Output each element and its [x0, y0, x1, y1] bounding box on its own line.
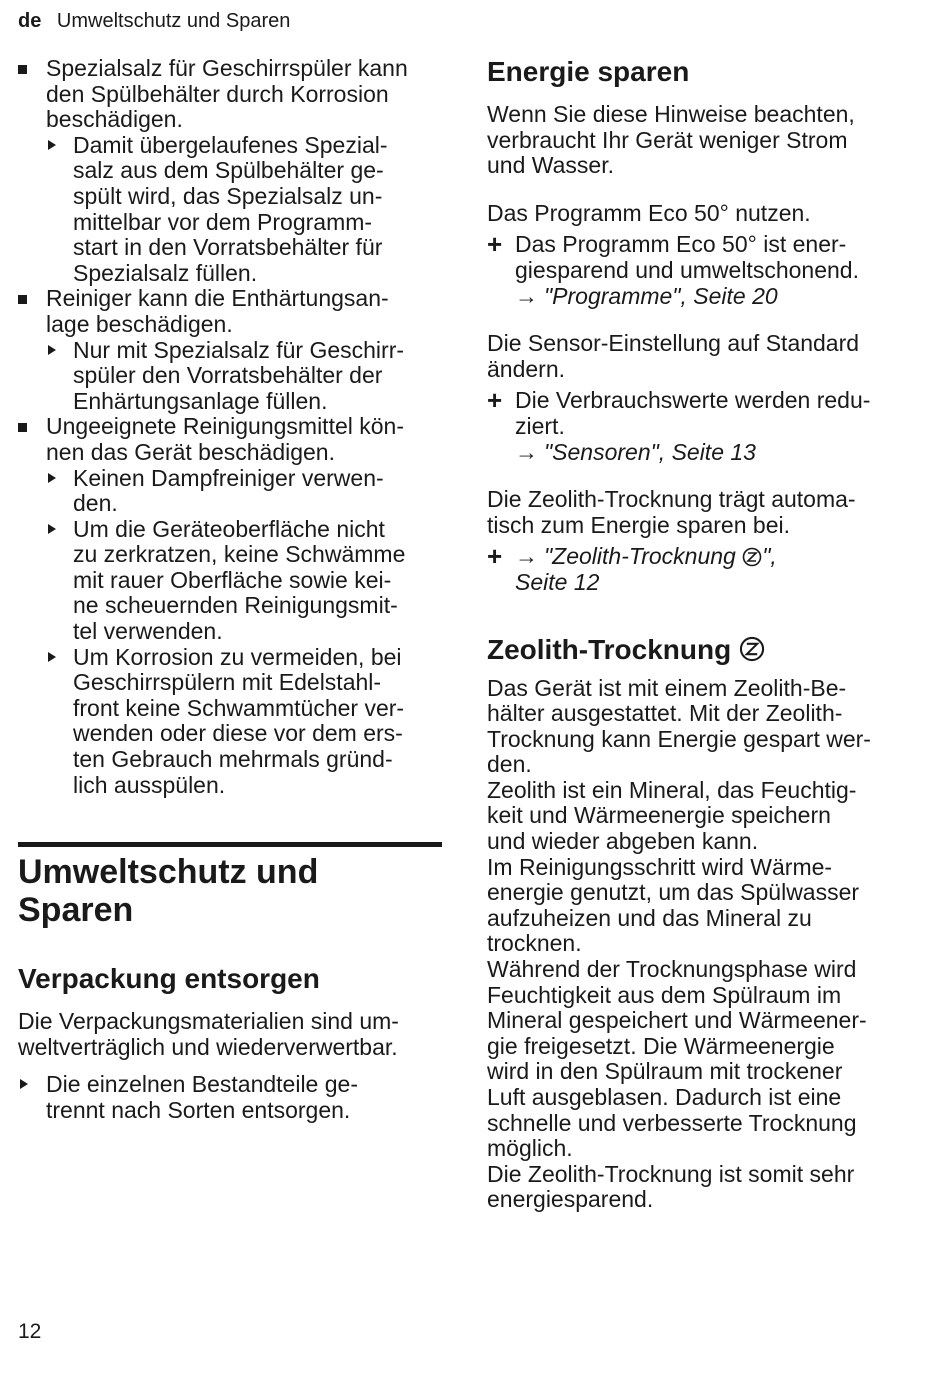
arrow-right-icon: → [515, 543, 538, 570]
cross-reference-link[interactable] [515, 284, 927, 310]
instruction-triangle-icon [20, 1079, 28, 1089]
bullet-square-icon [18, 65, 27, 74]
tip-zeolith [487, 487, 927, 538]
chapter-title-line: Umweltschutz und [18, 853, 319, 892]
bullet-square-icon [18, 295, 27, 304]
instruction-triangle-icon [48, 652, 56, 662]
instruction-salt [18, 133, 442, 287]
instruction-triangle-icon [48, 473, 56, 483]
zeolith-paragraph [487, 778, 927, 855]
benefit-sensor [487, 385, 927, 465]
reference-text: ", [762, 543, 777, 570]
text-line: schnelle und verbesserte Trocknung [487, 1109, 857, 1136]
zeolith-paragraph [487, 957, 927, 1162]
text-line: Die Zeolith-Trocknung trägt automa- [487, 486, 856, 513]
tip-sensor [487, 331, 927, 382]
text-line: keit und Wärmeenergie speichern [487, 802, 831, 829]
text-line: lage beschädigen. [46, 310, 233, 337]
text-line: ne scheuernden Reinigungsmit- [73, 592, 398, 619]
text-line: Die Zeolith-Trocknung ist somit sehr [487, 1160, 855, 1187]
text-line: spüler den Vorratsbehälter der [73, 362, 383, 389]
warning-text [46, 414, 442, 465]
instruction-triangle-icon [48, 140, 56, 150]
instruction-text [73, 645, 442, 799]
instruction-steam [18, 466, 442, 517]
text-line: Nur mit Spezialsalz für Geschirr- [73, 336, 405, 363]
text-line: Keinen Dampfreiniger verwen- [73, 464, 384, 491]
text-line: Reiniger kann die Enthärtungsan- [46, 285, 389, 312]
plus-icon: + [487, 385, 503, 416]
text-line: möglich. [487, 1135, 573, 1162]
instruction-cleaner [18, 338, 442, 415]
text-line: Um die Geräteoberfläche nicht [73, 515, 385, 542]
text-line: tisch zum Energie sparen bei. [487, 511, 790, 538]
text-line: ziert. [515, 412, 565, 439]
text-line: Enhärtungsanlage füllen. [73, 387, 328, 414]
zeolith-paragraph [487, 1162, 927, 1213]
reference-text: "Zeolith-Trocknung [544, 543, 743, 570]
text-line: Das Programm Eco 50° ist ener- [515, 231, 847, 258]
text-line: Die Verpackungsmaterialien sind um- [18, 1008, 399, 1035]
warning-item-unsuitable [18, 414, 442, 465]
text-line: Damit übergelaufenes Spezial- [73, 131, 388, 158]
instruction-text [46, 1072, 442, 1123]
zeolith-symbol-icon [739, 636, 765, 662]
plus-icon: + [487, 229, 503, 260]
text-line: den Spülbehälter durch Korrosion [46, 80, 389, 107]
instruction-text [73, 133, 442, 287]
text-line: gie freigesetzt. Die Wärmeenergie [487, 1032, 835, 1059]
reference-text: "Sensoren", Seite 13 [544, 438, 756, 465]
text-line: energiesparend. [487, 1186, 654, 1213]
cross-reference-link[interactable] [515, 440, 927, 466]
chapter-rule [18, 842, 442, 847]
text-line: und Wasser. [487, 152, 614, 179]
text-line: spült wird, das Spezialsalz un- [73, 182, 383, 209]
instruction-text [73, 338, 442, 415]
text-line: zu zerkratzen, keine Schwämme [73, 541, 406, 568]
warning-item-cleaner [18, 286, 442, 337]
text-line: start in den Vorratsbehälter für [73, 234, 383, 261]
packaging-intro [18, 1009, 442, 1060]
text-line: Spezialsalz füllen. [73, 259, 258, 286]
text-line: nen das Gerät beschädigen. [46, 438, 335, 465]
text-line: ändern. [487, 355, 566, 382]
text-line: Mineral gespeichert und Wärmeener- [487, 1007, 867, 1034]
text-line: lich ausspülen. [73, 771, 226, 798]
warning-item-salt [18, 56, 442, 133]
text-line: Wenn Sie diese Hinweise beachten, [487, 101, 855, 127]
warning-text [46, 56, 442, 133]
energy-intro [487, 102, 927, 179]
chapter-title-line: Sparen [18, 891, 134, 930]
text-line: Trocknung kann Energie gespart wer- [487, 725, 871, 752]
text-line: Während der Trocknungsphase wird [487, 956, 857, 983]
text-line: energie genutzt, um das Spülwasser [487, 879, 860, 906]
text-line: front keine Schwammtücher ver- [73, 694, 405, 721]
text-line: hälter ausgestattet. Mit der Zeolith- [487, 700, 843, 727]
text-line: und wieder abgeben kann. [487, 828, 759, 855]
text-line: mit rauer Oberfläche sowie kei- [73, 566, 392, 593]
benefit-text [515, 388, 927, 439]
text-line: Die Sensor-Einstellung auf Standard [487, 330, 860, 357]
text-line: mittelbar vor dem Programm- [73, 208, 373, 235]
instruction-text [73, 466, 442, 517]
text-line: trocknen. [487, 930, 582, 957]
text-line: Ungeeignete Reinigungsmittel kön- [46, 413, 404, 440]
benefit-zeolith [487, 541, 927, 595]
text-line: den. [487, 751, 532, 778]
arrow-right-icon: → [515, 438, 538, 465]
zeolith-paragraph [487, 855, 927, 957]
text-line: Im Reinigungsschritt wird Wärme- [487, 853, 833, 880]
zeolith-symbol-icon [742, 547, 762, 567]
benefit-text [515, 232, 927, 283]
instruction-triangle-icon [48, 524, 56, 534]
section-heading-energy: Energie sparen [487, 56, 690, 87]
section-heading-zeolith [487, 634, 927, 666]
text-line: den. [73, 490, 118, 517]
text-line: Um Korrosion zu vermeiden, bei [73, 643, 402, 670]
instruction-corrosion [18, 645, 442, 799]
page-number: 12 [18, 1320, 42, 1343]
running-title: Umweltschutz und Sparen [56, 10, 291, 32]
text-line: Die einzelnen Bestandteile ge- [46, 1071, 358, 1098]
warning-text [46, 286, 442, 337]
text-line: weltverträglich und wiederverwertbar. [18, 1033, 398, 1060]
reference-text: "Programme", Seite 20 [544, 282, 778, 309]
text-line: Das Gerät ist mit einem Zeolith-Be- [487, 674, 847, 701]
text-line: giesparend und umweltschonend. [515, 256, 859, 283]
text-line: beschädigen. [46, 106, 183, 133]
arrow-right-icon: → [515, 282, 538, 309]
reference-page: Seite 12 [515, 568, 600, 595]
plus-icon: + [487, 541, 503, 572]
text-line: Spezialsalz für Geschirrspüler kann [46, 55, 408, 81]
text-line: tel verwenden. [73, 618, 223, 645]
text-line: aufzuheizen und das Mineral zu [487, 904, 812, 931]
text-line: Zeolith ist ein Mineral, das Feuchtig- [487, 776, 857, 803]
bullet-square-icon [18, 423, 27, 432]
heading-text: Zeolith-Trocknung [487, 633, 732, 665]
section-heading-packaging: Verpackung entsorgen [18, 963, 320, 995]
text-line: wird in den Spülraum mit trockener [487, 1058, 843, 1085]
page-header [18, 8, 290, 34]
instruction-packaging [18, 1072, 442, 1123]
tip-eco: Das Programm Eco 50° nutzen. [487, 199, 811, 226]
instruction-sponge [18, 517, 442, 645]
cross-reference-link[interactable] [515, 544, 927, 570]
instruction-triangle-icon [48, 345, 56, 355]
instruction-text [73, 517, 442, 645]
chapter-title [18, 853, 442, 929]
benefit-eco [487, 229, 927, 309]
text-line: salz aus dem Spülbehälter ge- [73, 157, 384, 184]
left-column [18, 56, 442, 1124]
text-line: Feuchtigkeit aus dem Spülraum im [487, 981, 842, 1008]
text-line: ten Gebrauch mehrmals gründ- [73, 746, 393, 773]
text-line: verbraucht Ihr Gerät weniger Strom [487, 126, 848, 153]
zeolith-paragraph [487, 676, 927, 778]
right-column [487, 56, 927, 1213]
text-line: Geschirrspülern mit Edelstahl- [73, 669, 382, 696]
text-line: Luft ausgeblasen. Dadurch ist eine [487, 1084, 842, 1110]
text-line: Die Verbrauchswerte werden redu- [515, 387, 871, 414]
text-line: wenden oder diese vor dem ers- [73, 720, 403, 747]
text-line: trennt nach Sorten entsorgen. [46, 1097, 351, 1123]
language-code: de [18, 10, 42, 32]
